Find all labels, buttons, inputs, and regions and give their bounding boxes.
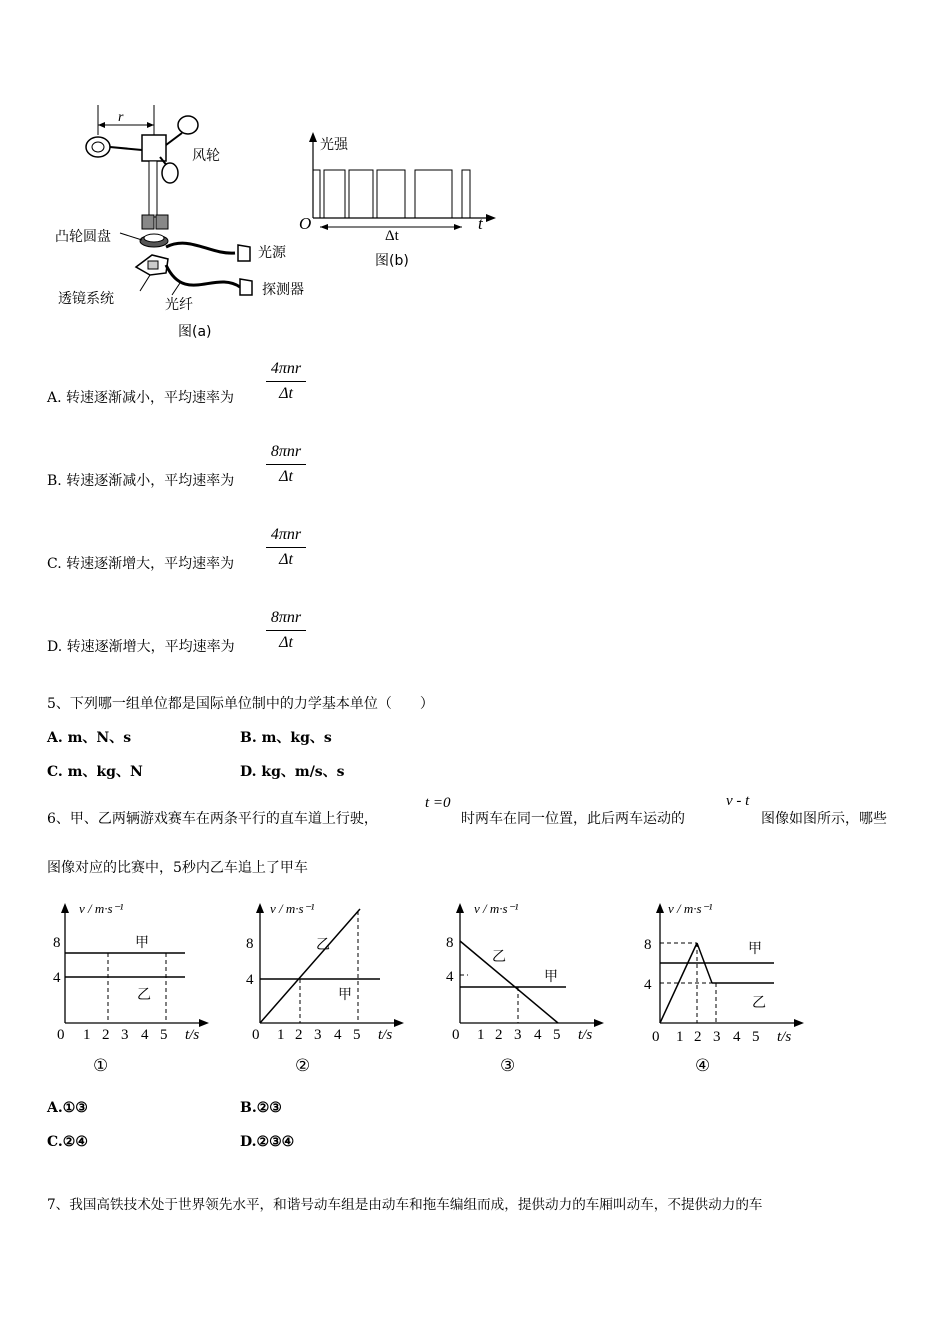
q6-t0: t =0	[425, 795, 451, 811]
q5-option-a: A. m、N、s	[47, 730, 132, 746]
q5-option-d: D. kg、m/s、s	[240, 764, 345, 780]
q4-option-b: B. 转速逐渐减小，平均速率为	[47, 473, 235, 489]
graph-number: ④	[695, 1056, 711, 1075]
wind-wheel-label: 风轮	[192, 148, 220, 164]
q4-option-a: A. 转速逐渐减小，平均速率为	[47, 390, 235, 406]
jia-label: 甲	[544, 969, 558, 985]
vt-graph-4	[640, 895, 815, 1080]
vt-graph-2	[240, 895, 415, 1080]
figure-b-caption: 图(b)	[375, 253, 409, 269]
q7-stem: 7、我国高铁技术处于世界领先水平，和谐号动车组是由动车和拖车编组而成，提供动力的车厢叫动车，不提供动力的车	[47, 1197, 763, 1213]
fraction-numerator: 8πnr	[270, 609, 302, 626]
q6-stem-part1: 6、甲、乙两辆游戏赛车在两条平行的直车道上行驶，	[47, 811, 378, 827]
tick-x-5: 5	[553, 1027, 561, 1043]
q6-option-c: C.②④	[47, 1134, 88, 1150]
q6-option-a: A.①③	[47, 1100, 88, 1116]
fiber-label: 光纤	[165, 297, 193, 313]
tick-4: 4	[53, 970, 61, 986]
graph-number: ②	[295, 1056, 311, 1075]
figure-a-caption: 图(a)	[178, 324, 212, 340]
tick-4: 4	[246, 972, 254, 988]
vt-graph-3	[440, 895, 615, 1080]
light-intensity-label: 光强	[320, 137, 348, 153]
jia-label: 甲	[748, 941, 762, 957]
tick-x-2: 2	[102, 1027, 110, 1043]
tick-x-3: 3	[314, 1027, 322, 1043]
fraction-denominator: Δt	[279, 385, 293, 402]
q6-stem-line2: 图像对应的比赛中，5秒内乙车追上了甲车	[47, 860, 308, 876]
y-axis-label: v / m·s⁻¹	[79, 901, 124, 916]
tick-4: 4	[446, 969, 454, 985]
q6-option-d: D.②③④	[240, 1134, 295, 1150]
tick-8: 8	[246, 936, 254, 952]
tick-x-4: 4	[141, 1027, 149, 1043]
y-axis-label: v / m·s⁻¹	[668, 901, 713, 916]
y-axis-label: v / m·s⁻¹	[474, 901, 519, 916]
q4-option-d: D. 转速逐渐增大，平均速率为	[47, 639, 235, 655]
x-axis-label: t/s	[378, 1027, 393, 1043]
tick-x-3: 3	[713, 1029, 721, 1045]
tick-x-2: 2	[295, 1027, 303, 1043]
tick-x-5: 5	[160, 1027, 168, 1043]
tick-x-5: 5	[353, 1027, 361, 1043]
tick-x-1: 1	[477, 1027, 485, 1043]
tick-x-3: 3	[121, 1027, 129, 1043]
yi-label: 乙	[752, 995, 766, 1011]
fraction-numerator: 8πnr	[270, 443, 302, 460]
tick-x-0: 0	[57, 1027, 65, 1043]
tick-x-2: 2	[495, 1027, 503, 1043]
fraction-numerator: 4πnr	[270, 360, 302, 377]
tick-x-5: 5	[752, 1029, 760, 1045]
q6-stem-part2: 时两车在同一位置，此后两车运动的	[461, 811, 685, 827]
fraction-denominator: Δt	[279, 551, 293, 568]
yi-label: 乙	[316, 937, 330, 953]
tick-x-4: 4	[733, 1029, 741, 1045]
tick-x-0: 0	[652, 1029, 660, 1045]
tick-x-4: 4	[534, 1027, 542, 1043]
fraction-denominator: Δt	[279, 634, 293, 651]
tick-4: 4	[644, 977, 652, 993]
q5-option-c: C. m、kg、N	[47, 764, 143, 780]
graph-number: ③	[500, 1056, 516, 1075]
tick-x-1: 1	[83, 1027, 91, 1043]
y-axis-label: v / m·s⁻¹	[270, 901, 315, 916]
cam-disc-label: 凸轮圆盘	[55, 229, 111, 245]
q4-option-b-fraction	[266, 441, 306, 488]
fraction-denominator: Δt	[279, 468, 293, 485]
q4-option-c: C. 转速逐渐增大，平均速率为	[47, 556, 235, 572]
tick-8: 8	[53, 935, 61, 951]
q4-option-a-fraction	[266, 358, 306, 405]
q5-stem: 5、下列哪一组单位都是国际单位制中的力学基本单位（ ）	[47, 696, 434, 712]
t-axis-label: t	[478, 214, 483, 233]
tick-x-0: 0	[452, 1027, 460, 1043]
fraction-numerator: 4πnr	[270, 526, 302, 543]
x-axis-label: t/s	[777, 1029, 792, 1045]
tick-x-1: 1	[277, 1027, 285, 1043]
origin-label: O	[299, 214, 312, 233]
tick-x-4: 4	[334, 1027, 342, 1043]
yi-label: 乙	[492, 949, 506, 965]
light-source-label: 光源	[258, 245, 286, 261]
tick-x-3: 3	[514, 1027, 522, 1043]
jia-label: 甲	[338, 987, 352, 1003]
q6-option-b: B.②③	[240, 1100, 282, 1116]
delta-t-label: Δt	[385, 228, 399, 244]
x-axis-label: t/s	[185, 1027, 200, 1043]
tick-8: 8	[446, 935, 454, 951]
tick-8: 8	[644, 937, 652, 953]
tick-x-1: 1	[676, 1029, 684, 1045]
vt-graph-1	[45, 895, 220, 1080]
q4-option-c-fraction	[266, 524, 306, 571]
q6-vt: v - t	[726, 793, 750, 809]
lens-system-label: 透镜系统	[58, 291, 114, 307]
x-axis-label: t/s	[578, 1027, 593, 1043]
q5-option-b: B. m、kg、s	[240, 730, 332, 746]
tick-x-2: 2	[694, 1029, 702, 1045]
graph-number: ①	[93, 1056, 109, 1075]
jia-label: 甲	[135, 935, 149, 951]
q4-option-d-fraction	[266, 607, 306, 654]
r-label: r	[118, 110, 124, 125]
tick-x-0: 0	[252, 1027, 260, 1043]
q6-stem-part3: 图像如图所示，哪些	[761, 811, 887, 827]
yi-label: 乙	[137, 987, 151, 1003]
detector-label: 探测器	[262, 282, 304, 298]
